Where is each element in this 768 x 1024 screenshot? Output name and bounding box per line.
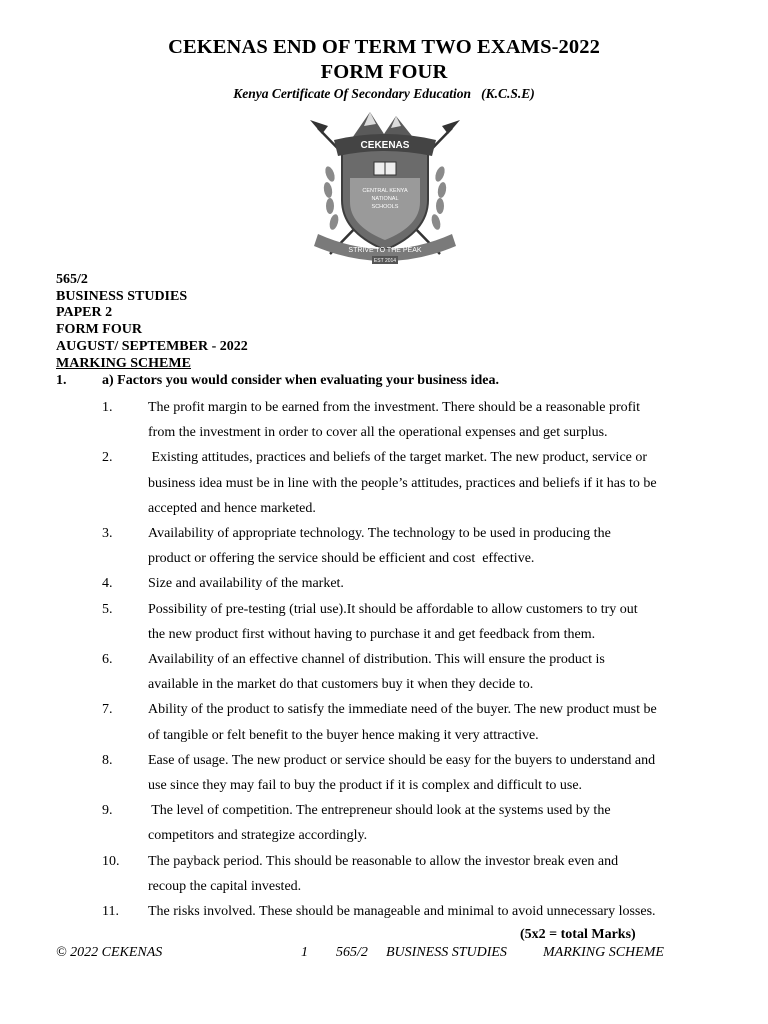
answer-item-number: 5. [102,601,113,617]
question-number: 1. [56,373,67,388]
answer-item [0,597,768,647]
answer-item-text: recoup the capital invested. [148,878,302,894]
answer-item-text: business idea must be in line with the people’s attitudes, practices and beliefs if it has to be [148,475,657,491]
answer-item-text: The profit margin to be earned from the investment. There should be a reasonable profit [148,400,641,415]
marking-scheme-heading: MARKING SCHEME [56,355,191,371]
answer-item-text: The risks involved. These should be manageable and minimal to avoid unnecessary losses. [148,904,656,919]
answer-item-text: The level of competition. The entrepreneur should look at the systems used by the [148,803,611,819]
answer-item [0,521,768,571]
footer-copyright: © 2022 CEKENAS [56,945,163,960]
svg-text:CEKENAS: CEKENAS [360,140,410,151]
answer-item-text: The payback period. This should be reasonable to allow the investor break even and [148,853,619,869]
exam-title: CEKENAS END OF TERM TWO EXAMS-2022 [168,36,600,58]
answer-item-text: competitors and strategize accordingly. [148,828,368,844]
answer-item-number: 9. [102,803,113,819]
answer-item [0,849,768,899]
answer-item [0,445,768,521]
answer-item-number: 4. [102,576,113,592]
footer-page-number: 1 [301,945,308,960]
answer-item-text: product or offering the service should be efficient and cost effective. [148,551,535,567]
exam-date: AUGUST/ SEPTEMBER - 2022 [56,338,248,354]
answer-item-text: Availability of an effective channel of distribution. This will ensure the product is [148,652,605,667]
answer-item-text: Ability of the product to satisfy the immediate need of the buyer. The new product must be [148,702,657,718]
cekenas-crest-logo [300,104,470,266]
answer-item [0,798,768,848]
footer-subject: BUSINESS STUDIES [386,945,507,960]
answer-item-text: of tangible or felt benefit to the buyer hence making it very attractive. [148,727,539,743]
answer-item-number: 7. [102,702,113,718]
answer-item [0,395,768,445]
answer-item-number: 10. [102,853,120,869]
answer-item [0,748,768,798]
answer-item-number: 6. [102,652,113,667]
svg-text:STRIVE TO THE PEAK: STRIVE TO THE PEAK [348,247,422,254]
svg-text:SCHOOLS: SCHOOLS [371,204,399,210]
answer-item-number: 1. [102,400,113,415]
answer-item-text: from the investment in order to cover all the operational expenses and get surplus. [148,425,608,441]
paper-code: 565/2 [56,272,88,287]
answer-item-number: 11. [102,904,119,919]
answer-item [0,571,768,596]
paper-number: PAPER 2 [56,305,113,321]
svg-text:EST 2014: EST 2014 [373,258,397,264]
marks-allocation: (5x2 = total Marks) [520,927,636,942]
answer-item-text: Existing attitudes, practices and beliefs of the target market. The new product, service or [148,450,648,466]
answer-item-text: Possibility of pre-testing (trial use).It should be affordable to allow customers to try out [148,601,638,617]
answer-item-text: accepted and hence marketed. [148,500,316,516]
footer-document-type: MARKING SCHEME [543,945,664,960]
subject-name: BUSINESS STUDIES [56,288,188,304]
answer-item-text: use since they may fail to buy the product if it is complex and difficult to use. [148,777,583,793]
answer-item-text: Ease of usage. The new product or service should be easy for the buyers to understand and [148,752,656,768]
answer-item-text: available in the market do that customers buy it when they decide to. [148,677,534,693]
svg-text:CENTRAL KENYA: CENTRAL KENYA [362,188,408,194]
question-text: a) Factors you would consider when evaluating your business idea. [102,373,499,388]
answer-item-text: Availability of appropriate technology. The technology to be used in producing the [148,526,611,541]
footer-paper-code: 565/2 [336,945,368,960]
form-level: FORM FOUR [56,322,142,338]
answer-item-text: Size and availability of the market. [148,576,344,592]
answer-item [0,647,768,697]
answer-item-number: 3. [102,526,113,541]
answer-item-number: 2. [102,450,113,466]
answer-item-text: the new product first without having to purchase it and get feedback from them. [148,626,596,642]
answer-item-number: 8. [102,752,113,768]
exam-subtitle: Kenya Certificate Of Secondary Education (K.C.S.E) [233,86,535,101]
form-title: FORM FOUR [320,61,448,83]
svg-text:NATIONAL: NATIONAL [371,196,399,202]
answer-item [0,697,768,747]
paper-details [56,272,248,372]
answer-item [0,899,768,924]
